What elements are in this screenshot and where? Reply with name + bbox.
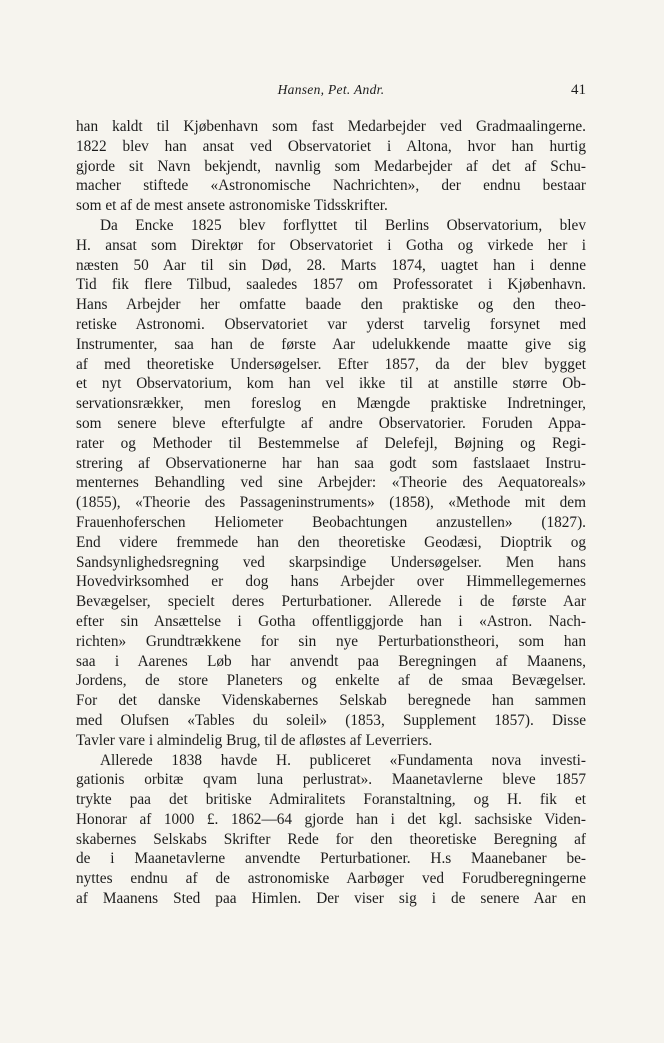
text-line: Bevægelser, specielt deres Perturbationer. Allerede i de første Aar [76, 593, 586, 611]
text-line: menternes Behandling ved sine Arbejder: «Theorie des Aequatoreals» [76, 474, 586, 492]
text-line: Hovedvirksomhed er dog hans Arbejder over Himmellegemernes [76, 573, 586, 591]
text-line: H. ansat som Direktør for Observatoriet i Gotha og virkede her i [76, 236, 586, 254]
text-line: macher stiftede «Astronomische Nachrichten», der endnu bestaar [76, 177, 586, 195]
text-line: Tid fik flere Tilbud, saaledes 1857 om Professoratet i Kjøbenhavn. [76, 276, 586, 294]
paragraph-3 [76, 751, 586, 909]
text-line: servationsrækker, men foreslog en Mængde praktiske Indretninger, [76, 395, 586, 413]
text-line: efter sin Ansættelse i Gotha offentliggjorde han i «Astron. Nach- [76, 612, 586, 630]
text-line: saa i Aarenes Løb har anvendt paa Beregningen af Maanens, [76, 652, 586, 670]
text-line: Da Encke 1825 blev forflyttet til Berlins Observatorium, blev [100, 216, 586, 234]
body-text [76, 117, 586, 909]
text-line: et nyt Observatorium, kom han vel ikke til at anstille større Ob- [76, 375, 586, 393]
paragraph-1 [76, 117, 586, 216]
text-line: 1822 blev han ansat ved Observatoriet i Altona, hvor han hurtig [76, 137, 586, 155]
text-line: Jordens, de store Planeters og enkelte af de smaa Bevægelser. [76, 672, 586, 690]
page-number: 41 [571, 82, 586, 98]
text-line: For det danske Videnskabernes Selskab beregnede han sammen [76, 692, 586, 710]
text-line: Tavler vare i almindelig Brug, til de afløstes af Leverriers. [76, 731, 433, 749]
text-line: som senere bleve efterfulgte af andre Observatorier. Foruden Appa- [76, 414, 586, 432]
text-line: strering af Observationerne har han saa godt som fastslaaet Instru- [76, 454, 586, 472]
page-header [76, 80, 586, 104]
text-line: han kaldt til Kjøbenhavn som fast Medarbejder ved Gradmaalingerne. [76, 118, 586, 135]
text-line: retiske Astronomi. Observatoriet var yderst tarvelig forsynet med [76, 315, 586, 333]
text-line: trykte paa det britiske Admiralitets Foranstaltning, og H. fik et [76, 791, 586, 809]
text-line: Hans Arbejder her omfatte baade den praktiske og den theo- [76, 296, 586, 314]
text-line: som et af de mest ansete astronomiske Tidsskrifter. [76, 197, 388, 215]
text-line: richten» Grundtrækkene for sin nye Perturbationstheori, som han [76, 632, 586, 650]
text-line: gjorde sit Navn bekjendt, navnlig som Medarbejder af det af Schu- [76, 157, 586, 175]
text-line: Frauenhoferschen Heliometer Beobachtungen anzustellen» (1827). [76, 513, 586, 531]
running-title: Hansen, Pet. Andr. [277, 82, 385, 97]
text-line: Honorar af 1000 £. 1862—64 gjorde han i det kgl. sachsiske Viden- [76, 810, 586, 828]
text-line: af Maanens Sted paa Himlen. Der viser sig i de senere Aar en [76, 890, 586, 908]
text-line: med Olufsen «Tables du soleil» (1853, Supplement 1857). Disse [76, 711, 586, 729]
text-line: gationis orbitæ qvam luna perlustrat». Maanetavlerne bleve 1857 [76, 771, 586, 789]
text-line: næsten 50 Aar til sin Død, 28. Marts 1874, uagtet han i denne [76, 256, 586, 274]
text-line: rater og Methoder til Bestemmelse af Delefejl, Bøjning og Regi- [76, 434, 586, 452]
text-line: (1855), «Theorie des Passageninstruments» (1858), «Methode mit dem [76, 494, 586, 512]
text-line: Allerede 1838 havde H. publiceret «Fundamenta nova investi- [100, 751, 586, 769]
text-line: skabernes Selskabs Skrifter Rede for den theoretiske Beregning af [76, 830, 586, 848]
text-line: Instrumenter, saa han de første Aar udelukkende maatte give sig [76, 335, 586, 353]
text-line: af med theoretiske Undersøgelser. Efter 1857, da der blev bygget [76, 355, 586, 373]
paragraph-2 [76, 216, 586, 751]
text-line: nyttes endnu af de astronomiske Aarbøger ved Forudberegningerne [76, 870, 586, 888]
text-line: Sandsynlighedsregning ved skarpsindige Undersøgelser. Men hans [76, 553, 586, 571]
text-line: End videre fremmede han den theoretiske Geodæsi, Dioptrik og [76, 533, 586, 551]
text-line: de i Maanetavlerne anvendte Perturbationer. H.s Maanebaner be- [76, 850, 586, 868]
